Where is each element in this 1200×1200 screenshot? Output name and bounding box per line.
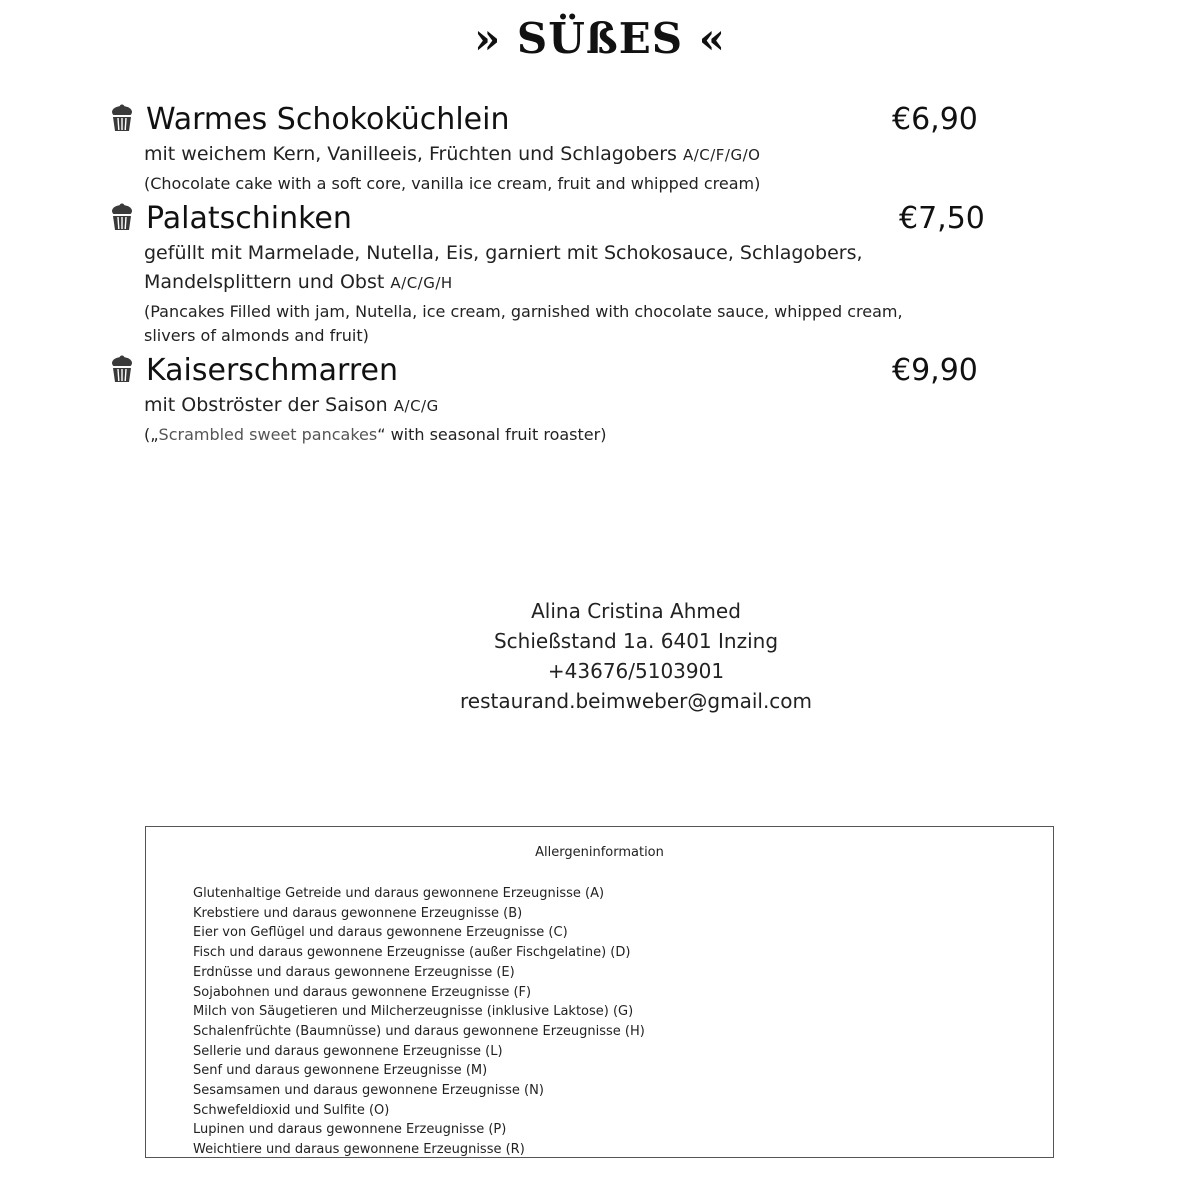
item-translation-line: slivers of almonds and fruit) (144, 326, 369, 345)
item-price: €6,90 (892, 102, 978, 137)
item-description-line (144, 268, 990, 298)
cupcake-icon (110, 355, 134, 383)
item-translation (144, 300, 990, 348)
menu-item-palatschinken (110, 199, 990, 348)
allergen-item: Glutenhaltige Getreide und daraus gewonnene Erzeugnisse (A) (193, 886, 605, 901)
contact-phone[interactable]: +43676/5103901 (547, 659, 725, 683)
item-description (144, 239, 990, 298)
item-translation-open: („ (144, 425, 159, 444)
allergen-item: Fisch und daraus gewonnene Erzeugnisse (außer Fischgelatine) (D) (193, 945, 631, 961)
menu-item-header (110, 100, 990, 140)
item-price: €9,90 (892, 353, 978, 388)
allergen-item: Krebstiere und daraus gewonnene Erzeugnisse (B) (193, 905, 523, 921)
contact-email[interactable]: restaurand.beimweber@gmail.com (459, 689, 813, 713)
allergen-info-box (145, 826, 1054, 1158)
menu-item-header (110, 199, 990, 239)
menu-item-kaiserschmarren (110, 351, 990, 447)
item-translation (144, 423, 990, 447)
contact-name: Alina Cristina Ahmed (531, 599, 741, 623)
menu-item-schokokuechlein (110, 100, 990, 196)
item-translation-line: (Pancakes Filled with jam, Nutella, ice cream, garnished with chocolate sauce, whipped cream, (144, 302, 903, 321)
item-name: Kaiserschmarren (146, 353, 398, 388)
item-description (144, 140, 990, 170)
item-description (144, 391, 990, 421)
cupcake-icon (110, 203, 134, 231)
item-description-text: mit Obströster der Saison (144, 394, 388, 416)
item-allergen-codes: A/C/F/G/O (682, 146, 761, 164)
allergen-item: Schwefeldioxid und Sulfite (O) (193, 1102, 390, 1118)
item-translation-rest: “ with seasonal fruit roaster) (377, 425, 607, 444)
item-description-line: gefüllt mit Marmelade, Nutella, Eis, garniert mit Schokosauce, Schlagobers, (144, 242, 863, 264)
allergen-item: Erdnüsse und daraus gewonnene Erzeugnisse (E) (193, 964, 515, 980)
allergen-list (193, 884, 645, 1158)
allergen-item: Milch von Säugetieren und Milcherzeugnisse (inklusive Laktose) (G) (193, 1004, 634, 1020)
cupcake-icon (110, 104, 134, 132)
item-name: Palatschinken (146, 201, 352, 236)
menu-item-header (110, 351, 990, 391)
item-allergen-codes: A/C/G/H (390, 274, 453, 292)
item-allergen-codes: A/C/G (393, 397, 439, 415)
item-translation-quoted: Scrambled sweet pancakes (158, 425, 378, 444)
allergen-item: Sojabohnen und daraus gewonnene Erzeugnisse (F) (193, 984, 532, 1000)
contact-block (336, 596, 936, 716)
allergen-item: Schalenfrüchte (Baumnüsse) und daraus gewonnene Erzeugnisse (H) (193, 1023, 645, 1039)
allergen-item: Senf und daraus gewonnene Erzeugnisse (M) (193, 1063, 488, 1079)
item-price: €7,50 (899, 201, 985, 236)
allergen-info-title: Allergeninformation (535, 845, 664, 860)
allergen-item: Sesamsamen und daraus gewonnene Erzeugnisse (N) (193, 1083, 544, 1099)
page-title: » SÜßES « (474, 14, 726, 63)
item-description-text: mit weichem Kern, Vanilleeis, Früchten und Schlagobers (144, 143, 677, 165)
item-name: Warmes Schokoküchlein (146, 102, 510, 137)
allergen-item: Lupinen und daraus gewonnene Erzeugnisse (P) (193, 1122, 507, 1138)
allergen-item: Sellerie und daraus gewonnene Erzeugnisse (L) (193, 1043, 503, 1059)
contact-address: Schießstand 1a. 6401 Inzing (493, 629, 779, 653)
allergen-item: Eier von Geflügel und daraus gewonnene Erzeugnisse (C) (193, 925, 568, 941)
item-description-text: Mandelsplittern und Obst (144, 271, 385, 293)
item-translation: (Chocolate cake with a soft core, vanilla ice cream, fruit and whipped cream) (144, 174, 761, 193)
allergen-item: Weichtiere und daraus gewonnene Erzeugnisse (R) (193, 1142, 525, 1158)
